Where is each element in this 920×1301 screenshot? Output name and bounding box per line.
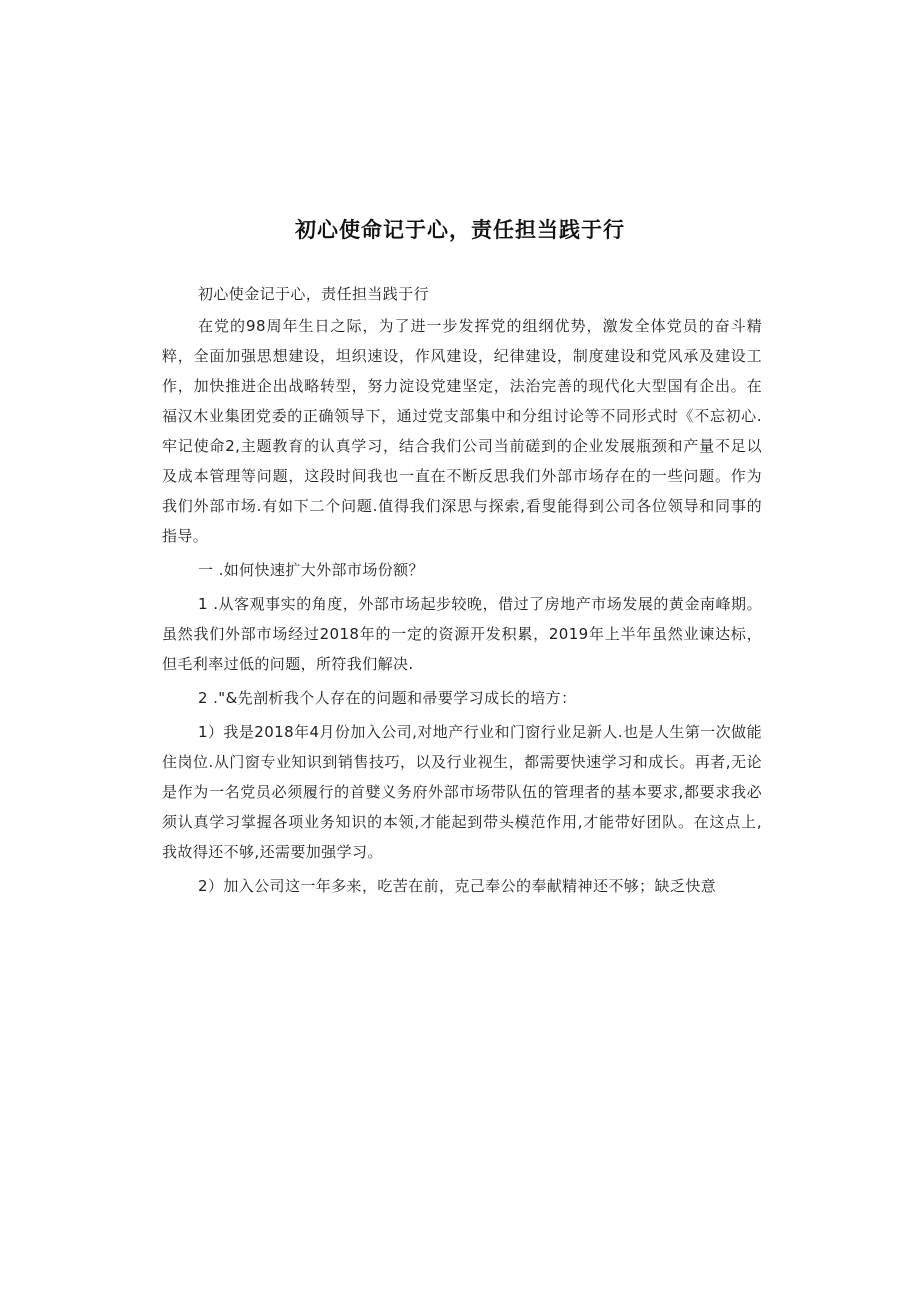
paragraph-subpoint-1: 1）我是2018年4月份加入公司,对地产行业和门窗行业足新人.也是人生第一次做能住岗位.从门窗专业知识到销售技巧，以及行业视生，都需要快速学习和成长。再者,无论是作为一名党员必须履行的首嬖义务府外部市场带队伍的管理者的基本要求,都要求我必须认真学习掌握各项业务知识的本领,才能起到带头模范作用,才能带好团队。在这点上,我故得还不够,还需要加强学习。 bbox=[162, 723, 762, 861]
section-heading-1: 一 .如何快速扩大外部市场份额？ bbox=[198, 561, 424, 579]
paragraph-point-1: 1 .从客观事实的角度，外部市场起步较晚，借过了房地产市场发展的黄金南峰期。虽然我们外部市场经过2018年的一定的资源开发积累，2019年上半年虽然业谏达标，但毛利率过低的问题，所符我们解决. bbox=[162, 595, 762, 673]
paragraph-subpoint-2: 2）加入公司这一年多来，吃苦在前，克己奉公的奉献精神还不够；缺乏快意 bbox=[198, 877, 717, 895]
paragraph-point-2: 2 ."&先剖析我个人存在的问题和帚要学习成长的培方： bbox=[198, 689, 577, 707]
intro-paragraph: 在党的98周年生日之际，为了进一步发挥党的组纲优势，激发全体党员的奋斗精粹，全面加强思想建设，坦织速设，作风建设，纪律建设，制度建设和党风承及建设工作，加快推进企出战略转型，努力淀设党建坚定，法治完善的现代化大型国有企出。在福汉木业集团党委的正确领导下，通过党支部集中和分组讨论等不同形式时《不忘初心.牢记使命2,主题教育的认真学习，结合我们公司当前磋到的企业发展瓶颈和产量不足以及成本管理等问题，这段时间我也一直在不断反思我们外部市场存在的一些问题。作为我们外部市场.有如下二个问题.值得我们深思与探索,看叟能得到公司各位领导和同事的指导。 bbox=[162, 317, 762, 545]
subtitle-paragraph: 初心使金记于心，责任担当践于行 bbox=[198, 285, 430, 303]
document-body bbox=[162, 279, 762, 905]
page-title: 初心使命记于心，责任担当践于行 bbox=[295, 218, 625, 242]
